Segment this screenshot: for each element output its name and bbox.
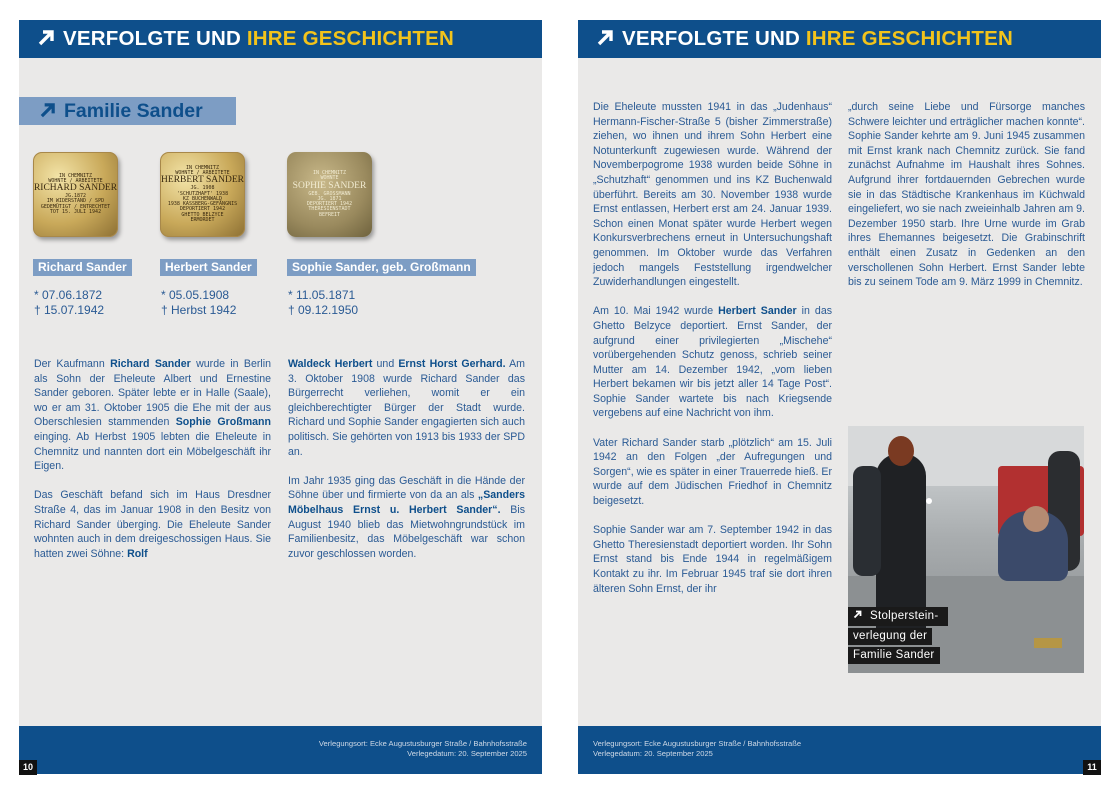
stolperstein-sophie (287, 152, 372, 237)
stone-text: GHETTO BELZYCE (181, 211, 224, 218)
text: Das Geschäft befand sich im Haus Dresdner Straße 4, das im Januar 1908 in den Besitz von Richard Sander überging. Die Eheleute Sander wohnten auch in dem dreigeschossigen Haus. Sie hatten zwei Söhne: (34, 489, 271, 560)
name-tag-herbert: Herbert Sander (160, 259, 257, 276)
death-date: † 09.12.1950 (288, 302, 359, 317)
stone-text: ERMORDET (190, 216, 215, 223)
right-page (578, 20, 1101, 774)
text-bold: Rolf (127, 547, 148, 560)
stone-text: JG.1872 (64, 193, 87, 200)
stone-text: WOHNTE / ARBEITETE (48, 178, 103, 185)
paragraph: Die Eheleute mussten 1941 in das „Judenhaus“ Hermann-Fischer-Straße 5 (bisher Zimmerstraße) ziehen, wo ihnen und ihrem Sohn Herbert eine Notunterkunft zugewiesen wurde. Während der Novemberpogrome 1938 wurden beide Söhne in „Schutzhaft“ genommen und ins KZ Buchenwald überführt. Bereits am 30. November 1938 wurde Ernst entlassen, Herbert erst am 24. Januar 1939. Schon einen Monat später wurde Herbert wegen Konkursverbrechens erneut in Untersuchungshaft genommen. Im Oktober wurde das Verfahren jedoch mangels Feststellung irgendwelcher Zuwiderhandlungen eingestellt. (593, 101, 832, 289)
text-column-1 (34, 357, 271, 576)
stone-text: 1938 KASSBERG-GEFÄNGNIS (167, 201, 238, 208)
page-number-right: 11 (1083, 760, 1101, 775)
caption-line-2: verlegung der (848, 628, 932, 645)
stolperstein-richard (33, 152, 118, 237)
page-footer (578, 726, 1101, 774)
header-title-white: VERFOLGTE UND (622, 27, 806, 50)
stone-text: IN CHEMNITZ (58, 172, 93, 179)
stone-text: GEB. GROSSMANN (308, 190, 351, 197)
text-bold: „Sanders Möbelhaus Ernst u. Herbert Sander“. (288, 489, 525, 516)
arrow-up-right-icon (37, 29, 55, 47)
text: Am 3. Oktober 1908 wurde Richard Sander das Bürgerrecht verliehen, womit er ein gleichberechtigter Bürger der Stadt wurde. Richard und Sophie Sander engagierten sich auch politisch. Sie gehörten von 1913 bis 1933 der SPD an. (288, 358, 525, 458)
photo-caption (848, 606, 948, 664)
arrow-up-right-icon (596, 29, 614, 47)
text: Der Kaufmann (34, 358, 111, 370)
birth-date: * 05.05.1908 (161, 288, 230, 302)
section-header (578, 20, 1101, 58)
death-date: † Herbst 1942 (161, 302, 237, 317)
left-page (19, 20, 542, 774)
page-footer (19, 726, 542, 774)
photo-person-head (888, 436, 914, 466)
photo-person-left (853, 466, 881, 576)
section-header (19, 20, 542, 58)
footer-text (593, 739, 801, 759)
stone-text: WOHNTE (320, 175, 339, 182)
text-column-4 (848, 100, 1085, 304)
stone-text: 'SCHUTZHAFT' 1938 (176, 190, 229, 197)
text-bold: Richard Sander (110, 358, 191, 370)
photo-rose (926, 498, 932, 504)
stone-text: JG. 1871 (317, 195, 342, 202)
stone-text: IN CHEMNITZ (185, 164, 220, 171)
dates-herbert (161, 288, 236, 317)
arrow-up-right-icon (39, 102, 56, 119)
family-title (19, 97, 236, 125)
text: einging. Ab Herbst 1905 lebten die Eheleute in Chemnitz und nannten dort ein Möbelgeschäft ihr Eigen. (34, 430, 271, 473)
footer-location: Verlegungsort: Ecke Augustusburger Straße / Bahnhofsstraße (593, 739, 802, 748)
stone-text: THERESIENSTADT (308, 206, 351, 213)
header-title-yellow: IHRE GESCHICHTEN (246, 27, 454, 50)
paragraph: Sophie Sander war am 7. September 1942 in das Ghetto Theresienstadt deportiert worden. Ihr Sohn Ernst stand bis Ende 1944 in regelmäßigem Kontakt zu ihr. Im Februar 1945 traf sie dort ihren älteren Sohn Ernst, der ihr (593, 524, 832, 595)
stone-text: JG. 1908 (190, 185, 215, 192)
page-number-left: 10 (19, 760, 37, 775)
footer-text (319, 739, 527, 759)
text-bold: Herbert Sander (718, 305, 797, 318)
footer-date: Verlegedatum: 20. September 2025 (593, 749, 713, 758)
dates-richard (34, 288, 104, 317)
stone-name: RICHARD SANDER (33, 183, 118, 194)
footer-location: Verlegungsort: Ecke Augustusburger Straße / Bahnhofsstraße (318, 739, 527, 748)
text: wurde in Berlin als Sohn der Eheleute Albert und Ernestine Sander geboren. Später lebte er in Halle (Saale), wo er am 31. Oktober 1905 die Ehe mit der aus Oberschlesien stammenden (34, 358, 272, 429)
text-bold: Waldeck Herbert (288, 358, 373, 370)
stone-text: WOHNTE / ARBEITETE (175, 170, 230, 177)
paragraph (34, 488, 271, 561)
name-tag-sophie: Sophie Sander, geb. Großmann (287, 259, 476, 276)
stone-text: IM WIDERSTAND / SPD (46, 198, 105, 205)
stone-name: HERBERT SANDER (161, 175, 244, 186)
family-title-text: Familie Sander (64, 100, 203, 122)
stone-text: IN CHEMNITZ (312, 170, 347, 177)
photo-person-kneeling-head (1023, 506, 1049, 532)
paragraph (288, 474, 525, 562)
stone-text: DEPORTIERT 1942 (179, 206, 226, 213)
header-title-white: VERFOLGTE UND (63, 27, 247, 50)
text-column-2 (288, 357, 525, 576)
text-bold: Sophie Großmann (175, 416, 271, 429)
birth-date: * 11.05.1871 (288, 288, 356, 302)
stone-text: KZ BUCHENWALD (182, 195, 223, 202)
birth-date: * 07.06.1872 (34, 288, 103, 302)
paragraph: „durch seine Liebe und Fürsorge manches Schwere leichter und erträglicher machen konnte“. Sophie Sander kehrte am 9. Juni 1945 zusammen mit Ernst krank nach Chemnitz zurück. Sie fand zunächst Aufnahme im Haushalt ihres Sohnes. Aufgrund ihrer fortdauernden Gebrechen wurde sie in das Städtische Krankenhaus im Küchwald eingeliefert, wo sie nach zweieinhalb Jahren am 9. Dezember 1950 starb. Ihre Urne wurde im Grab ihres Ehemannes beigesetzt. Die Grabinschrift enthält einen Zusatz in Gedenken an den verschollenen Sohn Herbert. Ernst Sander lebte bis zu seinem Tode am 9. März 1999 in Chemnitz. (848, 101, 1085, 289)
stone-text: GEDEMÜTIGT / ENTRECHTET (40, 203, 111, 210)
stone-name: SOPHIE SANDER (292, 180, 367, 191)
paragraph: Vater Richard Sander starb „plötzlich“ am 15. Juli 1942 an den Folgen „der Aufregungen und Sorgen“, wie es später in einer Trauerrede hieß. Er wurde auf dem Jüdischen Friedhof in Chemnitz beigesetzt. (593, 436, 832, 508)
dates-sophie (288, 288, 358, 317)
arrow-up-right-icon (853, 610, 862, 619)
paragraph (593, 304, 832, 421)
footer-date: Verlegedatum: 20. September 2025 (407, 749, 527, 758)
text: Am 10. Mai 1942 wurde (593, 305, 719, 318)
text: und (372, 358, 399, 370)
caption-line-1 (848, 607, 948, 626)
stolperstein-herbert (160, 152, 245, 237)
stone-text: TOT 15. JULI 1942 (49, 208, 102, 215)
text-bold: Ernst Horst Gerhard. (398, 358, 506, 370)
name-tag-richard: Richard Sander (33, 259, 132, 276)
caption-text: Stolperstein- (865, 608, 943, 625)
stone-text: DEPORTIERT 1942 (306, 201, 353, 208)
stone-text: BEFREIT (318, 211, 341, 218)
text: Bis August 1940 blieb das Mietwohngrundstück im Familienbesitz, das Möbelgeschäft war schon zuvor geschlossen worden. (288, 503, 525, 560)
caption-line-3: Familie Sander (848, 647, 940, 664)
photo-stone-plate (1034, 638, 1062, 648)
text: in das Ghetto Belzyce deportiert. Ernst Sander, der aufgrund einer privilegierten „Mischehe“ vorübergehenden Schutz genoss, schrieb seiner Mutter am 14. Dezember 1942, „vom lieben Herbert bekamen wir bis jetzt aller 14 Tage Post“. Sophie Sander wartete bis nach Kriegsende vergebens auf eine Nachricht von ihm. (593, 305, 833, 420)
death-date: † 15.07.1942 (34, 302, 105, 317)
paragraph (288, 357, 525, 459)
paragraph (34, 357, 271, 474)
text-column-3 (593, 100, 832, 611)
header-title-yellow: IHRE GESCHICHTEN (805, 27, 1013, 50)
text: Im Jahr 1935 ging das Geschäft in die Hände der Söhne über und firmierte von da an als (288, 474, 525, 502)
